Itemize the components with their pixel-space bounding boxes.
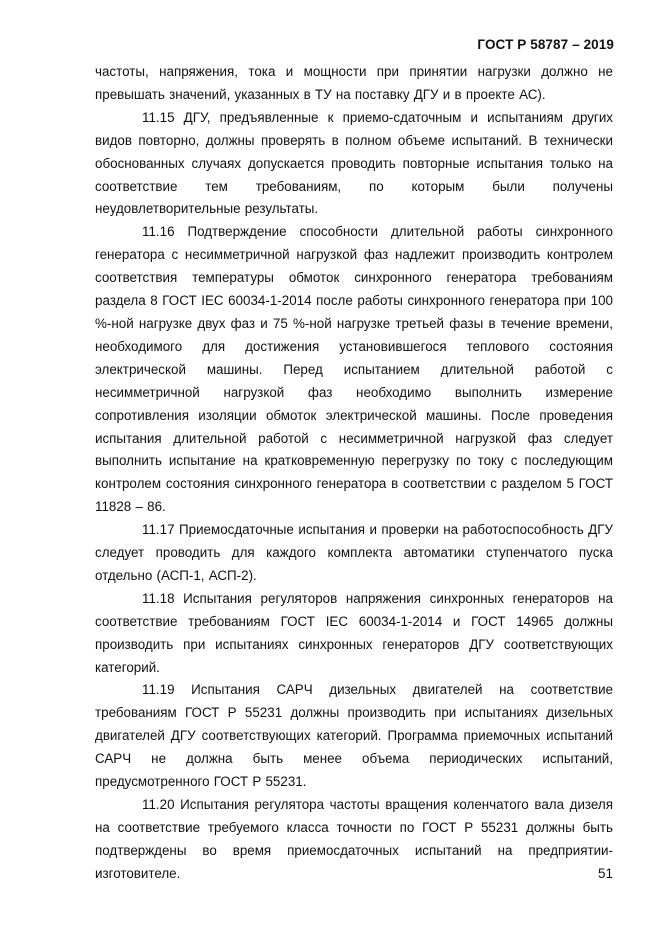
- document-header: ГОСТ Р 58787 – 2019: [477, 37, 614, 52]
- paragraph-11-16: 11.16 Подтверждение способности длительной работы синхронного генератора с несимметричной нагрузкой фаз надлежит производить контролем соответствия температуры обмоток синхронного генератора требованиям раздела 8 ГОСТ IEC 60034-1-2014 после работы синхронного генератора при 100 %-ной нагрузке двух фаз и 75 %-ной нагрузке третьей фазы в течение времени, необходимого для достижения установившегося теплового состояния электрической машины. Перед испытанием длительной работой с несимметричной нагрузкой фаз необходимо выполнить измерение сопротивления изоляции обмоток электрической машины. После проведения испытания длительной работой с несимметричной нагрузкой фаз следует выполнить испытание на кратковременную перегрузку по току с последующим контролем состояния синхронного генератора в соответствии с разделом 5 ГОСТ 11828 – 86.: [95, 224, 613, 515]
- paragraph-11-18: 11.18 Испытания регуляторов напряжения синхронных генераторов на соответствие требованиям ГОСТ IEC 60034-1-2014 и ГОСТ 14965 должны производить при испытаниях синхронных генераторов ДГУ соответствующих категорий.: [95, 590, 613, 675]
- paragraph-continuation: частоты, напряжения, тока и мощности при принятии нагрузки должно не превышать значений, указанных в ТУ на поставку ДГУ и в проекте АС).: [95, 64, 613, 102]
- document-body: [95, 61, 613, 886]
- paragraph-11-19: 11.19 Испытания САРЧ дизельных двигателей на соответствие требованиям ГОСТ Р 55231 должны производить при испытаниях дизельных двигателей ДГУ соответствующих категорий. Программа приемочных испытаний САРЧ не должна быть менее объема периодических испытаний, предусмотренного ГОСТ Р 55231.: [95, 682, 613, 790]
- paragraph-11-17: 11.17 Приемосдаточные испытания и проверки на работоспособность ДГУ следует проводить для каждого комплекта автоматики ступенчатого пуска отдельно (АСП-1, АСП-2).: [95, 522, 613, 583]
- page-number: 51: [597, 866, 613, 881]
- paragraph-11-15: 11.15 ДГУ, предъявленные к приемо-сдаточным и испытаниям других видов повторно, должны проверять в полном объеме испытаний. В технически обоснованных случаях допускается проводить повторные испытания только на соответствие тем требованиям, по которым были получены неудовлетворительные результаты.: [95, 109, 613, 217]
- paragraph-11-20: 11.20 Испытания регулятора частоты вращения коленчатого вала дизеля на соответствие требуемого класса точности по ГОСТ Р 55231 должны быть подтверждены во время приемосдаточных испытаний на предприятии-изготовителе.: [95, 797, 613, 881]
